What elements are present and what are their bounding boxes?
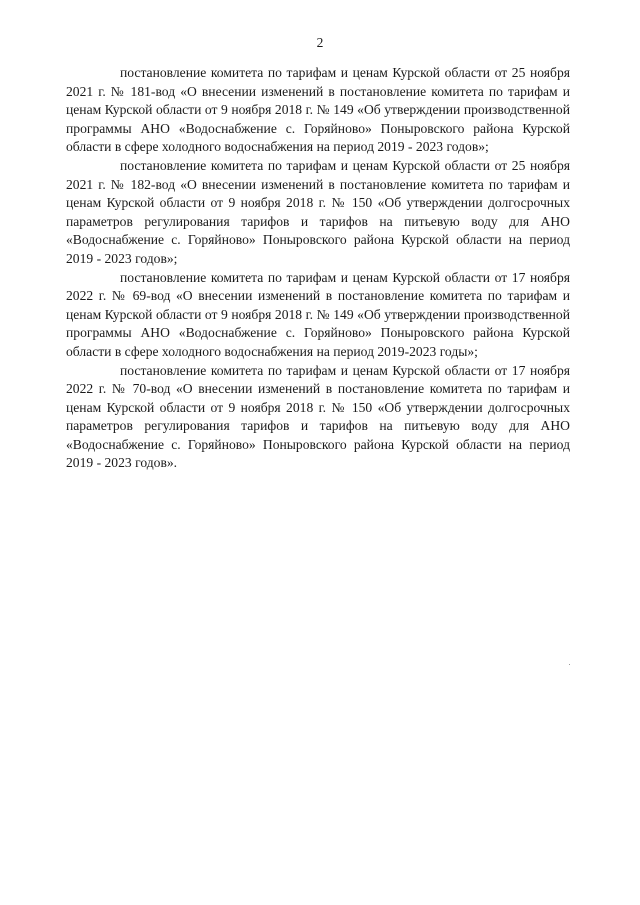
paragraph-resolution-69: постановление комитета по тарифам и ценам Курской области от 17 ноября 2022 г. № 69-вод «О внесении изменений в постановление комитета по тарифам и ценам Курской области от 9 ноября 2018 г. № 149 «Об утверждении производственной программы АНО «Водоснабжение с. Горяйново» Поныровского района Курской области в сфере холодного водоснабжения на период 2019-2023 годы»; [66,269,570,359]
page-number: 2 [316,35,324,50]
paragraph-resolution-70: постановление комитета по тарифам и ценам Курской области от 17 ноября 2022 г. № 70-вод «О внесении изменений в постановление комитета по тарифам и ценам Курской области от 9 ноября 2018 г. № 150 «Об утверждении долгосрочных параметров регулирования тарифов и тарифов на питьевую воду для АНО «Водоснабжение с. Горяйново» Поныровского района Курской области на период 2019 - 2023 годов». [66,362,570,471]
paragraph-resolution-181: постановление комитета по тарифам и ценам Курской области от 25 ноября 2021 г. № 181-вод «О внесении изменений в постановление комитета по тарифам и ценам Курской области от 9 ноября 2018 г. № 149 «Об утверждении производственной программы АНО «Водоснабжение с. Горяйново» Поныровского района Курской области в сфере холодного водоснабжения на период 2019 - 2023 годов»; [66,65,570,155]
scan-artifact [569,664,570,665]
paragraph-resolution-182: постановление комитета по тарифам и ценам Курской области от 25 ноября 2021 г. № 182-вод «О внесении изменений в постановление комитета по тарифам и ценам Курской области от 9 ноября 2018 г. № 150 «Об утверждении долгосрочных параметров регулирования тарифов и тарифов на питьевую воду для АНО «Водоснабжение с. Горяйново» Поныровского района Курской области на период 2019 - 2023 годов»; [66,157,570,266]
document-body [66,64,570,473]
